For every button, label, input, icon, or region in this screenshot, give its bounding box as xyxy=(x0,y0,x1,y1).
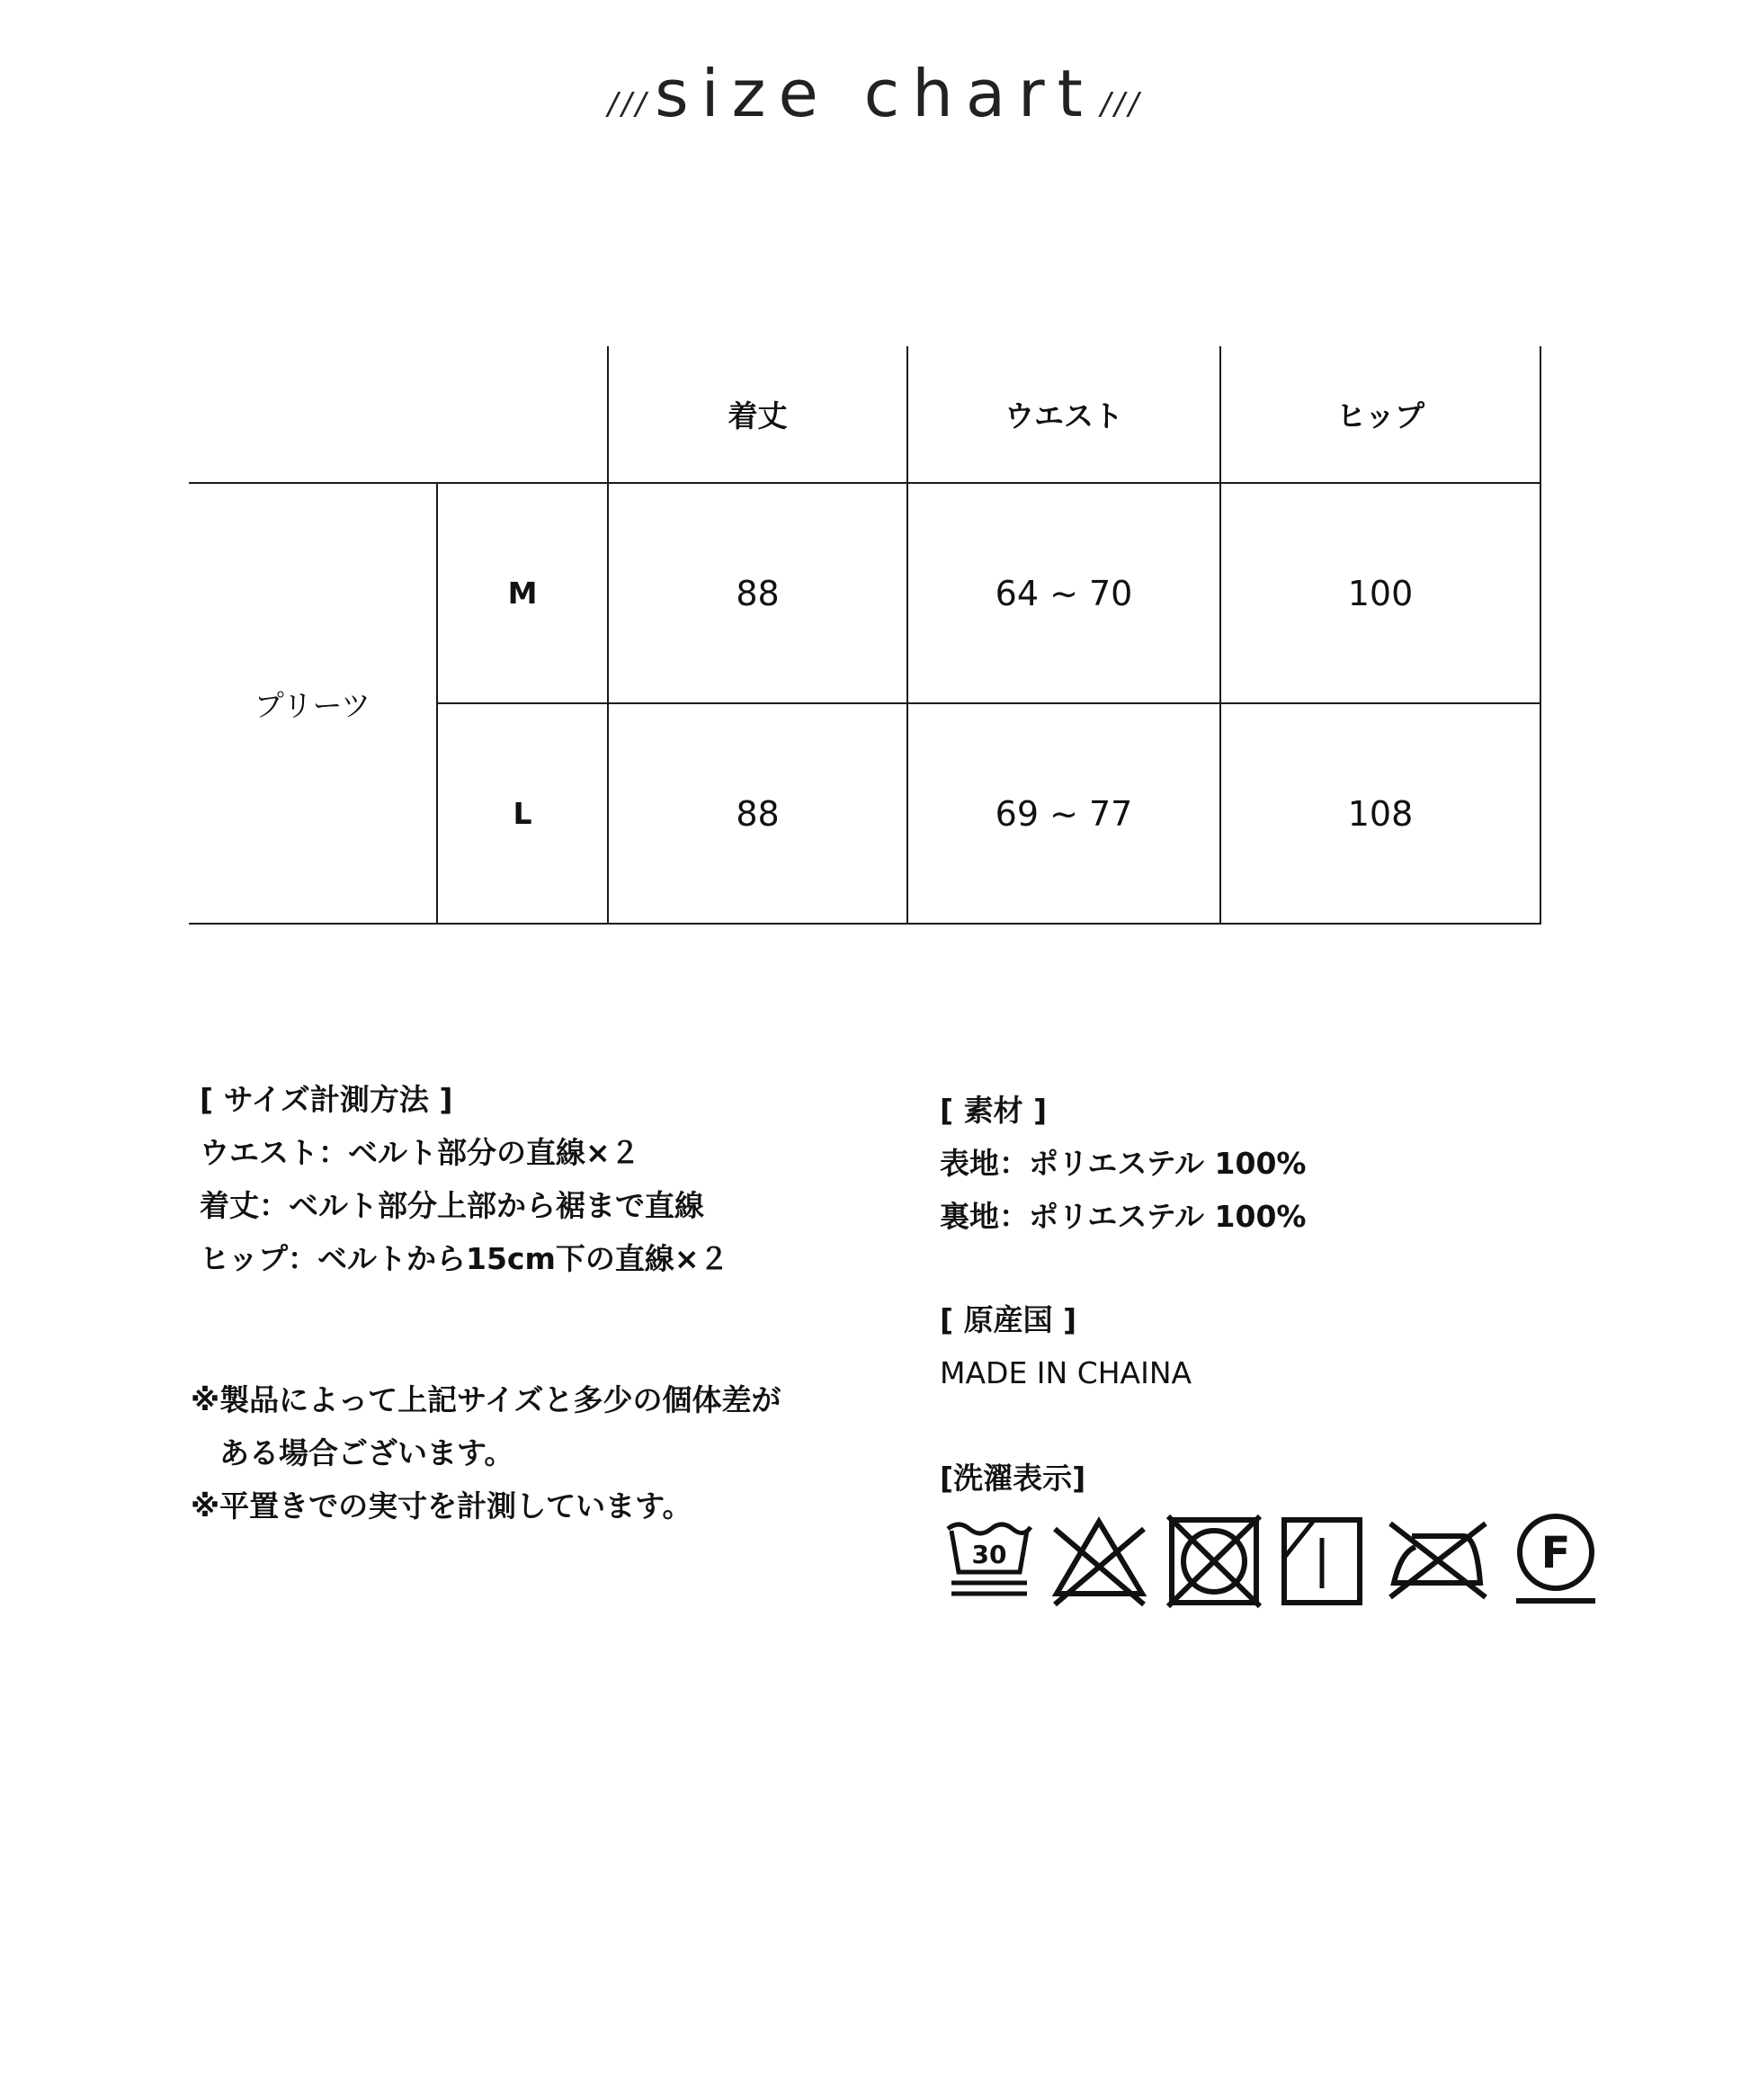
dry-clean-letter: F xyxy=(1540,1528,1571,1578)
origin-value: MADE IN CHAINA xyxy=(940,1355,1192,1390)
measure-line: ウエスト：ベルト部分の直線×２ xyxy=(200,1135,640,1170)
dry-clean-f-icon xyxy=(1511,1511,1601,1610)
wash-30-icon xyxy=(944,1511,1034,1610)
title-slashes-right: /// xyxy=(1100,86,1143,122)
header-length: 着丈 xyxy=(608,346,907,483)
notes-section xyxy=(191,1373,781,1533)
no-iron-icon xyxy=(1385,1511,1493,1610)
header-hip: ヒップ xyxy=(1220,346,1540,483)
no-tumble-dry-icon xyxy=(1165,1511,1263,1610)
value-cell: 100 xyxy=(1220,483,1540,703)
table-row xyxy=(189,483,1540,703)
care-heading: [洗濯表示] xyxy=(940,1461,1086,1496)
page-title xyxy=(0,56,1750,131)
care-icons xyxy=(935,1511,1601,1619)
title-text: size chart xyxy=(655,56,1095,131)
no-bleach-icon xyxy=(1048,1511,1151,1610)
measure-method-section xyxy=(200,1073,729,1285)
value-cell: 88 xyxy=(608,483,907,703)
note-line: ※平置きでの実寸を計測しています。 xyxy=(191,1488,692,1524)
size-cell: M xyxy=(437,483,608,703)
size-table xyxy=(189,346,1541,925)
measure-heading: [ サイズ計測方法 ] xyxy=(200,1082,453,1117)
measure-line: 着丈：ベルト部分上部から裾まで直線 xyxy=(200,1188,704,1223)
origin-section xyxy=(940,1293,1192,1399)
title-slashes-left: /// xyxy=(607,86,650,122)
line-dry-icon xyxy=(1277,1511,1367,1610)
material-section xyxy=(940,1084,1306,1243)
table-corner-cell xyxy=(189,346,608,483)
value-cell: 88 xyxy=(608,703,907,924)
wash-temp-label: 30 xyxy=(971,1540,1007,1569)
note-line: ある場合ございます。 xyxy=(219,1435,514,1470)
value-cell: 64 ~ 70 xyxy=(907,483,1220,703)
material-heading: [ 素材 ] xyxy=(940,1093,1048,1128)
material-line: 表地：ポリエステル 100% xyxy=(940,1146,1307,1181)
measure-line: ヒップ：ベルトから15cm下の直線×２ xyxy=(200,1241,729,1276)
header-waist: ウエスト xyxy=(907,346,1220,483)
product-name-cell: プリーツ xyxy=(189,483,437,924)
material-line: 裏地：ポリエステル 100% xyxy=(940,1199,1307,1234)
value-cell: 108 xyxy=(1220,703,1540,924)
size-cell: L xyxy=(437,703,608,924)
origin-heading: [ 原産国 ] xyxy=(940,1302,1077,1337)
note-line: ※製品によって上記サイズと多少の個体差が xyxy=(191,1382,781,1417)
value-cell: 69 ~ 77 xyxy=(907,703,1220,924)
table-header-row xyxy=(189,346,1540,483)
